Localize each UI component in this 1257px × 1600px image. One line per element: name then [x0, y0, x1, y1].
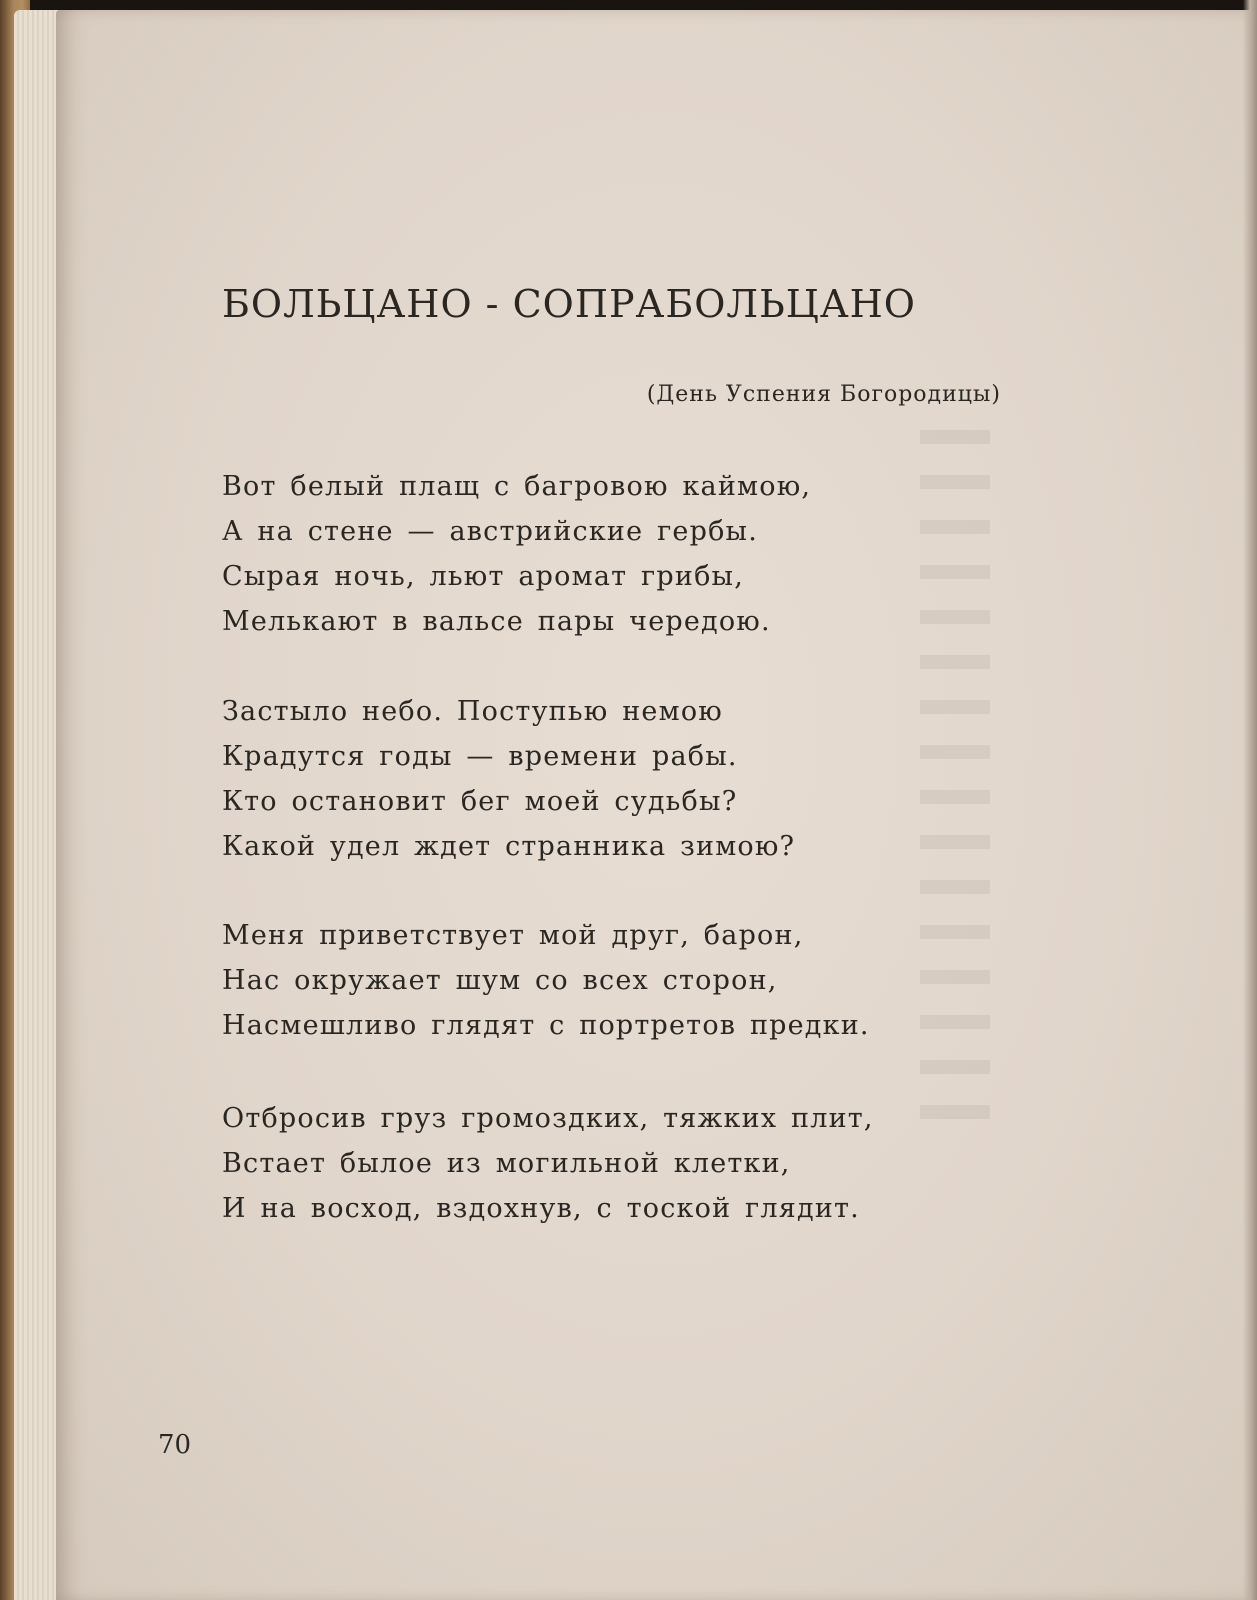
poem-line: Крадутся годы — времени рабы.	[222, 741, 738, 772]
poem-line: Какой удел ждет странника зимою?	[222, 831, 796, 862]
poem-line: Сырая ночь, льют аромат грибы,	[222, 561, 744, 592]
poem-line: Вот белый плащ с багровою каймою,	[222, 471, 812, 502]
stanza	[222, 1096, 874, 1231]
poem-line: Мелькают в вальсе пары чередою.	[222, 606, 771, 637]
poem-line: Встает былое из могильной клетки,	[222, 1148, 791, 1179]
poem-line: Насмешливо глядят с портретов предки.	[222, 1010, 870, 1041]
poem-line: А на стене — австрийские гербы.	[222, 516, 759, 547]
show-through-text	[920, 430, 990, 1150]
poem-line: И на восход, вздохнув, с тоской глядит.	[222, 1193, 860, 1224]
stanza	[222, 913, 870, 1048]
poem-line: Меня приветствует мой друг, барон,	[222, 920, 804, 951]
poem-line: Отбросив груз громоздких, тяжких плит,	[222, 1103, 874, 1134]
stanza	[222, 689, 795, 869]
poem-title: БОЛЬЦАНО - СОПРАБОЛЬЦАНО	[222, 282, 916, 326]
page-right-edge	[1243, 0, 1257, 1600]
poem-line: Кто остановит бег моей судьбы?	[222, 786, 738, 817]
poem-line: Застыло небо. Поступью немою	[222, 696, 723, 727]
page-number: 70	[158, 1430, 192, 1460]
stanza	[222, 464, 811, 644]
poem-line: Нас окружает шум со всех сторон,	[222, 965, 778, 996]
poem-subtitle: (День Успения Богородицы)	[646, 382, 1001, 407]
